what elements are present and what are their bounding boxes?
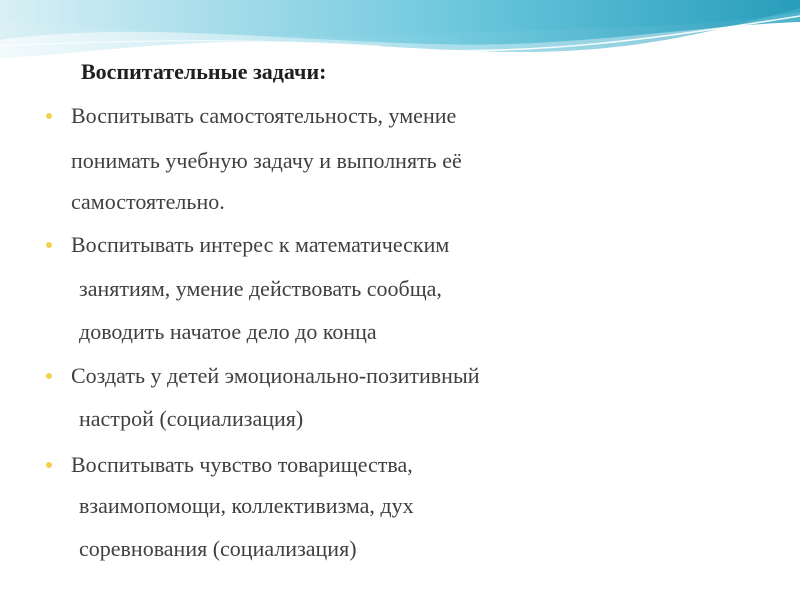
item-2-line-3: доводить начатое дело до конца (79, 319, 377, 344)
item-1-line-3: самостоятельно. (71, 189, 225, 214)
item-2-line-2: занятиям, умение действовать сообща, (79, 276, 442, 301)
item-4-line-1: Воспитывать чувство товарищества, (71, 452, 413, 477)
item-3-line-2: настрой (социализация) (79, 406, 304, 431)
item-4-line-2: взаимопомощи, коллективизма, дух (79, 493, 414, 518)
item-2-line-1: Воспитывать интерес к математическим (71, 232, 450, 257)
item-3-line-1: Создать у детей эмоционально-позитивный (71, 363, 480, 388)
item-1-line-1: Воспитывать самостоятельность, умение (71, 103, 457, 128)
bullet-icon (46, 373, 52, 379)
item-1-line-2: понимать учебную задачу и выполнять её (71, 148, 462, 173)
item-4-line-3: соревнования (социализация) (79, 536, 357, 561)
slide-heading: Воспитательные задачи: (81, 59, 327, 84)
bullet-icon (46, 242, 52, 248)
bullet-icon (46, 113, 52, 119)
bullet-icon (46, 462, 52, 468)
